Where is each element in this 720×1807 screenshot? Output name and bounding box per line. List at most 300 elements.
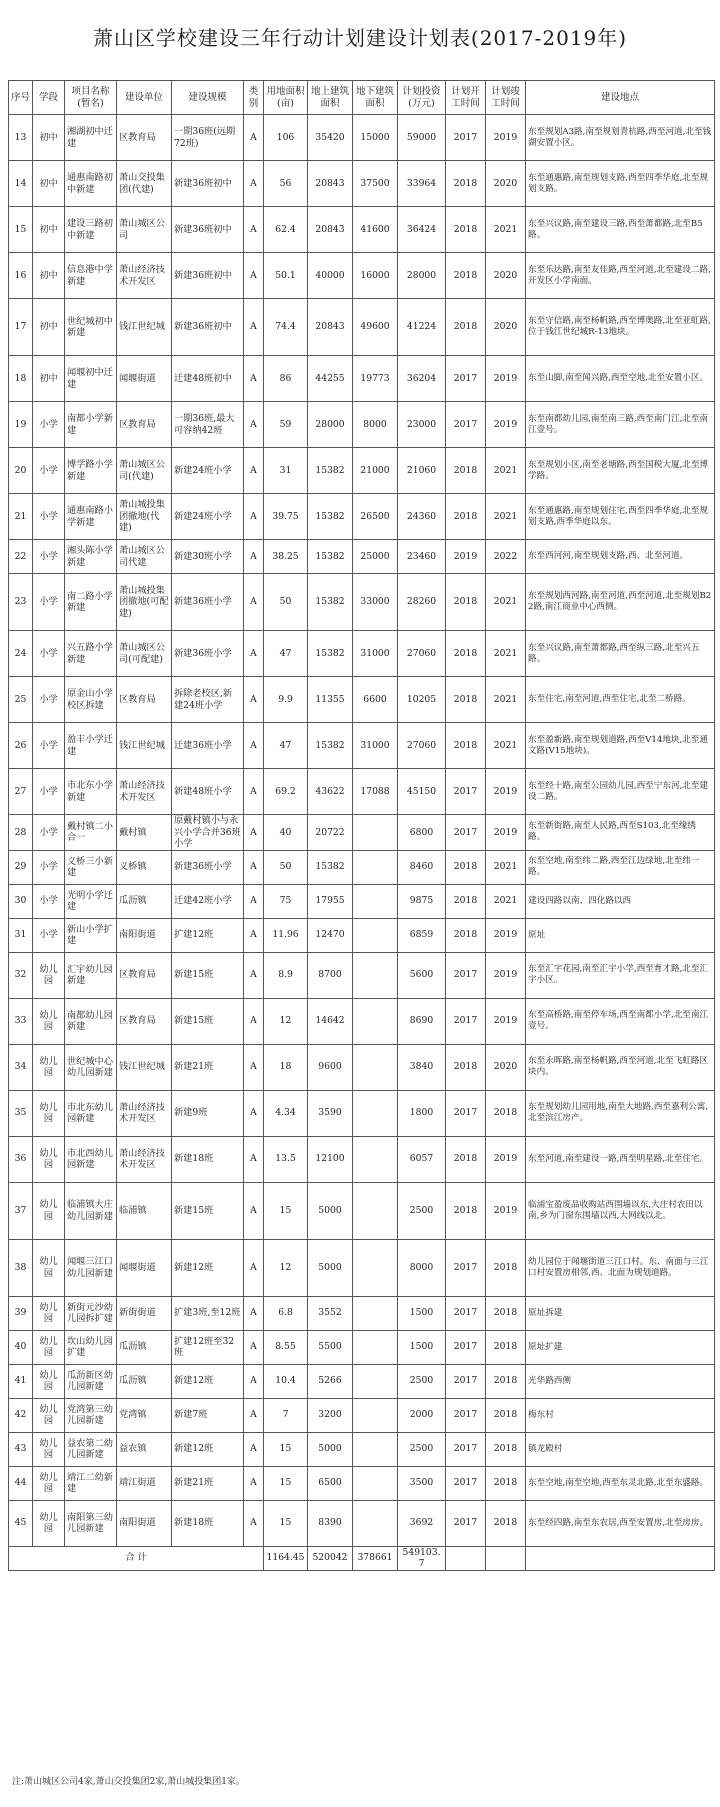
cell-location: 东至汇宇花园,南至汇宇小学,西至育才路,北至汇宇小区。 <box>526 952 715 998</box>
cell-end-year: 2022 <box>486 540 526 574</box>
cell-category: A <box>244 918 264 952</box>
cell-builder: 萧山城区公司(可配建) <box>117 631 172 677</box>
cell-above-area: 5000 <box>308 1432 353 1466</box>
cell-above-area: 17955 <box>308 884 353 918</box>
cell-below-area <box>353 1182 398 1239</box>
table-row <box>9 207 715 253</box>
cell-end-year: 2018 <box>486 1090 526 1136</box>
cell-below-area: 8000 <box>353 402 398 448</box>
table-row <box>9 115 715 161</box>
cell-location: 镇龙殿村 <box>526 1432 715 1466</box>
cell-land-area: 15 <box>264 1500 308 1546</box>
table-row <box>9 1330 715 1364</box>
cell-end-year: 2021 <box>486 494 526 540</box>
cell-stage: 小学 <box>33 540 65 574</box>
cell-seq: 35 <box>9 1090 33 1136</box>
cell-stage: 幼儿园 <box>33 1136 65 1182</box>
table-row <box>9 402 715 448</box>
cell-stage: 幼儿园 <box>33 1182 65 1239</box>
cell-land-area: 6.8 <box>264 1296 308 1330</box>
cell-investment: 6859 <box>398 918 446 952</box>
cell-below-area: 49600 <box>353 299 398 356</box>
col-header: 计划竣工时间 <box>486 81 526 115</box>
cell-scale: 新建30班小学 <box>172 540 244 574</box>
cell-above-area: 5000 <box>308 1239 353 1296</box>
cell-end-year: 2021 <box>486 850 526 884</box>
table-body <box>9 115 715 1547</box>
cell-seq: 23 <box>9 574 33 631</box>
cell-start-year: 2017 <box>446 1296 486 1330</box>
cell-investment: 36204 <box>398 356 446 402</box>
cell-scale: 新建36班初中 <box>172 207 244 253</box>
cell-below-area <box>353 918 398 952</box>
cell-end-year: 2018 <box>486 1432 526 1466</box>
cell-start-year: 2017 <box>446 115 486 161</box>
col-header: 计划投资(万元) <box>398 81 446 115</box>
cell-location: 东至经十路,南至公园幼儿园,西至宁东河,北至建设二路。 <box>526 769 715 815</box>
cell-below-area <box>353 850 398 884</box>
table-row <box>9 253 715 299</box>
cell-scale: 新建9班 <box>172 1090 244 1136</box>
cell-builder: 萧山经济技术开发区 <box>117 1090 172 1136</box>
cell-start-year: 2017 <box>446 769 486 815</box>
cell-category: A <box>244 1182 264 1239</box>
cell-builder: 萧山交投集团(代建) <box>117 161 172 207</box>
cell-below-area: 33000 <box>353 574 398 631</box>
total-row <box>9 1546 715 1570</box>
table-row <box>9 1398 715 1432</box>
cell-above-area: 15382 <box>308 850 353 884</box>
table-row <box>9 1136 715 1182</box>
cell-investment: 6800 <box>398 815 446 851</box>
cell-project-name: 原金山小学校区拆建 <box>65 677 117 723</box>
cell-scale: 新建15班 <box>172 952 244 998</box>
total-label: 合 计 <box>9 1546 264 1570</box>
cell-end-year: 2019 <box>486 952 526 998</box>
page-title: 萧山区学校建设三年行动计划建设计划表(2017-2019年) <box>92 26 628 50</box>
cell-seq: 28 <box>9 815 33 851</box>
cell-builder: 区教育局 <box>117 115 172 161</box>
cell-builder: 钱江世纪城 <box>117 723 172 769</box>
col-header: 地下建筑面积 <box>353 81 398 115</box>
plan-table <box>8 80 715 1571</box>
cell-end-year: 2020 <box>486 299 526 356</box>
cell-category: A <box>244 207 264 253</box>
cell-above-area: 20843 <box>308 299 353 356</box>
cell-stage: 初中 <box>33 115 65 161</box>
cell-above-area: 28000 <box>308 402 353 448</box>
cell-investment: 2500 <box>398 1364 446 1398</box>
cell-above-area: 44255 <box>308 356 353 402</box>
table-row <box>9 540 715 574</box>
cell-seq: 20 <box>9 448 33 494</box>
cell-project-name: 光明小学迁建 <box>65 884 117 918</box>
cell-category: A <box>244 1398 264 1432</box>
cell-above-area: 15382 <box>308 723 353 769</box>
cell-above-area: 11355 <box>308 677 353 723</box>
cell-category: A <box>244 631 264 677</box>
col-header: 建设规模 <box>172 81 244 115</box>
cell-end-year: 2021 <box>486 884 526 918</box>
col-header: 计划开工时间 <box>446 81 486 115</box>
cell-start-year: 2017 <box>446 1090 486 1136</box>
cell-start-year: 2019 <box>446 540 486 574</box>
cell-builder: 区教育局 <box>117 998 172 1044</box>
cell-above-area: 20843 <box>308 161 353 207</box>
cell-project-name: 南都小学新建 <box>65 402 117 448</box>
cell-scale: 扩建3班,至12班 <box>172 1296 244 1330</box>
cell-category: A <box>244 1364 264 1398</box>
cell-stage: 小学 <box>33 402 65 448</box>
cell-seq: 42 <box>9 1398 33 1432</box>
cell-builder: 瓜沥镇 <box>117 1364 172 1398</box>
cell-builder: 靖江街道 <box>117 1466 172 1500</box>
cell-category: A <box>244 1330 264 1364</box>
cell-above-area: 3590 <box>308 1090 353 1136</box>
cell-below-area <box>353 1466 398 1500</box>
cell-project-name: 汇宇幼儿园新建 <box>65 952 117 998</box>
cell-builder: 区教育局 <box>117 402 172 448</box>
cell-land-area: 13.5 <box>264 1136 308 1182</box>
table-row <box>9 1500 715 1546</box>
cell-end-year: 2021 <box>486 574 526 631</box>
cell-scale: 扩建12班 <box>172 918 244 952</box>
cell-builder: 闻堰街道 <box>117 356 172 402</box>
cell-end-year: 2019 <box>486 815 526 851</box>
cell-below-area: 25000 <box>353 540 398 574</box>
cell-location: 东至南都幼儿园,南至南三路,西至南门江,北至南江壹号。 <box>526 402 715 448</box>
total-empty <box>446 1546 486 1570</box>
cell-start-year: 2017 <box>446 1398 486 1432</box>
cell-seq: 24 <box>9 631 33 677</box>
cell-start-year: 2018 <box>446 207 486 253</box>
cell-category: A <box>244 850 264 884</box>
cell-project-name: 市北西幼儿园新建 <box>65 1136 117 1182</box>
cell-builder: 益农镇 <box>117 1432 172 1466</box>
col-header: 项目名称(暂名) <box>65 81 117 115</box>
cell-investment: 23000 <box>398 402 446 448</box>
cell-below-area: 26500 <box>353 494 398 540</box>
table-row <box>9 769 715 815</box>
cell-seq: 18 <box>9 356 33 402</box>
cell-investment: 1500 <box>398 1296 446 1330</box>
cell-stage: 幼儿园 <box>33 1330 65 1364</box>
cell-end-year: 2019 <box>486 998 526 1044</box>
cell-end-year: 2019 <box>486 1182 526 1239</box>
table-row <box>9 1090 715 1136</box>
cell-above-area: 9600 <box>308 1044 353 1090</box>
cell-land-area: 39.75 <box>264 494 308 540</box>
cell-scale: 一期36班,最大可容纳42班 <box>172 402 244 448</box>
cell-above-area: 15382 <box>308 540 353 574</box>
cell-below-area <box>353 1044 398 1090</box>
cell-project-name: 益农第二幼儿园新建 <box>65 1432 117 1466</box>
cell-scale: 扩建12班至32班 <box>172 1330 244 1364</box>
cell-stage: 初中 <box>33 299 65 356</box>
cell-stage: 幼儿园 <box>33 1296 65 1330</box>
cell-seq: 29 <box>9 850 33 884</box>
cell-below-area <box>353 1398 398 1432</box>
cell-stage: 小学 <box>33 815 65 851</box>
cell-category: A <box>244 574 264 631</box>
cell-land-area: 10.4 <box>264 1364 308 1398</box>
cell-land-area: 7 <box>264 1398 308 1432</box>
cell-above-area: 5000 <box>308 1182 353 1239</box>
cell-category: A <box>244 1044 264 1090</box>
cell-scale: 迁建36班小学 <box>172 723 244 769</box>
cell-scale: 新建36班小学 <box>172 631 244 677</box>
cell-start-year: 2018 <box>446 494 486 540</box>
cell-start-year: 2018 <box>446 1182 486 1239</box>
cell-scale: 一期36班(远期72班) <box>172 115 244 161</box>
col-header: 类别 <box>244 81 264 115</box>
cell-project-name: 靖江二幼新建 <box>65 1466 117 1500</box>
cell-seq: 38 <box>9 1239 33 1296</box>
cell-start-year: 2018 <box>446 723 486 769</box>
cell-category: A <box>244 677 264 723</box>
cell-investment: 6057 <box>398 1136 446 1182</box>
cell-stage: 幼儿园 <box>33 1466 65 1500</box>
cell-location: 东至空地,南至空地,西至东灵北路,北至东盛路。 <box>526 1466 715 1500</box>
cell-builder: 萧山经济技术开发区 <box>117 253 172 299</box>
cell-investment: 2500 <box>398 1432 446 1466</box>
cell-land-area: 106 <box>264 115 308 161</box>
cell-above-area: 15382 <box>308 631 353 677</box>
cell-category: A <box>244 1432 264 1466</box>
cell-project-name: 建设三路初中新建 <box>65 207 117 253</box>
cell-location: 东至盈新路,南至规划道路,西至V14地块,北至通文路(V15地块)。 <box>526 723 715 769</box>
cell-below-area <box>353 952 398 998</box>
cell-below-area <box>353 1090 398 1136</box>
cell-above-area: 15382 <box>308 448 353 494</box>
cell-project-name: 市北东幼儿园新建 <box>65 1090 117 1136</box>
cell-location: 东至兴议路,南至建设三路,西至萧都路,北至B5路。 <box>526 207 715 253</box>
cell-category: A <box>244 723 264 769</box>
cell-stage: 幼儿园 <box>33 1432 65 1466</box>
cell-seq: 31 <box>9 918 33 952</box>
cell-above-area: 8390 <box>308 1500 353 1546</box>
cell-start-year: 2018 <box>446 850 486 884</box>
cell-start-year: 2017 <box>446 998 486 1044</box>
cell-category: A <box>244 952 264 998</box>
cell-project-name: 南都幼儿园新建 <box>65 998 117 1044</box>
cell-category: A <box>244 998 264 1044</box>
cell-location: 东至通惠路,南至规划住宅,西至四季华庭,北至规划支路,西季华庭以东。 <box>526 494 715 540</box>
cell-above-area: 6500 <box>308 1466 353 1500</box>
cell-land-area: 59 <box>264 402 308 448</box>
cell-above-area: 40000 <box>308 253 353 299</box>
cell-end-year: 2020 <box>486 161 526 207</box>
col-header: 地上建筑面积 <box>308 81 353 115</box>
cell-investment: 21060 <box>398 448 446 494</box>
cell-start-year: 2018 <box>446 161 486 207</box>
cell-scale: 新建15班 <box>172 998 244 1044</box>
cell-project-name: 瓜沥新区幼儿园新建 <box>65 1364 117 1398</box>
cell-category: A <box>244 1090 264 1136</box>
cell-seq: 43 <box>9 1432 33 1466</box>
cell-investment: 45150 <box>398 769 446 815</box>
cell-scale: 新建18班 <box>172 1136 244 1182</box>
cell-land-area: 18 <box>264 1044 308 1090</box>
cell-land-area: 50 <box>264 850 308 884</box>
cell-below-area: 15000 <box>353 115 398 161</box>
cell-stage: 小学 <box>33 631 65 677</box>
cell-end-year: 2019 <box>486 769 526 815</box>
cell-stage: 幼儿园 <box>33 1364 65 1398</box>
cell-scale: 拆除老校区,新建24班小学 <box>172 677 244 723</box>
cell-investment: 41224 <box>398 299 446 356</box>
cell-end-year: 2019 <box>486 356 526 402</box>
cell-above-area: 3552 <box>308 1296 353 1330</box>
cell-project-name: 南阳第三幼儿园新建 <box>65 1500 117 1546</box>
cell-above-area: 12100 <box>308 1136 353 1182</box>
cell-builder: 南阳街道 <box>117 918 172 952</box>
cell-land-area: 15 <box>264 1432 308 1466</box>
cell-stage: 小学 <box>33 850 65 884</box>
cell-scale: 新建12班 <box>172 1432 244 1466</box>
cell-project-name: 湘湖初中迁建 <box>65 115 117 161</box>
cell-start-year: 2017 <box>446 815 486 851</box>
cell-end-year: 2018 <box>486 1296 526 1330</box>
cell-land-area: 50 <box>264 574 308 631</box>
cell-start-year: 2018 <box>446 918 486 952</box>
cell-start-year: 2017 <box>446 1432 486 1466</box>
cell-scale: 新建21班 <box>172 1466 244 1500</box>
cell-land-area: 56 <box>264 161 308 207</box>
cell-project-name: 闻堰初中迁建 <box>65 356 117 402</box>
total-below: 378661 <box>353 1546 398 1570</box>
cell-above-area: 5500 <box>308 1330 353 1364</box>
cell-start-year: 2017 <box>446 402 486 448</box>
cell-builder: 义桥镇 <box>117 850 172 884</box>
table-row <box>9 1296 715 1330</box>
total-empty <box>486 1546 526 1570</box>
cell-seq: 45 <box>9 1500 33 1546</box>
cell-land-area: 8.9 <box>264 952 308 998</box>
cell-land-area: 62.4 <box>264 207 308 253</box>
cell-project-name: 新山小学扩建 <box>65 918 117 952</box>
cell-category: A <box>244 1466 264 1500</box>
cell-location: 原址扩建 <box>526 1330 715 1364</box>
cell-end-year: 2018 <box>486 1466 526 1500</box>
cell-project-name: 党湾第三幼儿园新建 <box>65 1398 117 1432</box>
cell-start-year: 2017 <box>446 1500 486 1546</box>
cell-investment: 28000 <box>398 253 446 299</box>
cell-below-area: 6600 <box>353 677 398 723</box>
cell-project-name: 盈丰小学迁建 <box>65 723 117 769</box>
table-row <box>9 631 715 677</box>
footnote: 注:萧山城区公司4家,萧山交投集团2家,萧山城投集团1家。 <box>12 1777 245 1787</box>
cell-investment: 24360 <box>398 494 446 540</box>
cell-category: A <box>244 115 264 161</box>
cell-start-year: 2018 <box>446 1136 486 1182</box>
cell-location: 梅东村 <box>526 1398 715 1432</box>
cell-builder: 南阳街道 <box>117 1500 172 1546</box>
table-row <box>9 1466 715 1500</box>
cell-seq: 32 <box>9 952 33 998</box>
col-header: 序号 <box>9 81 33 115</box>
cell-seq: 40 <box>9 1330 33 1364</box>
cell-below-area: 31000 <box>353 631 398 677</box>
cell-below-area <box>353 1500 398 1546</box>
cell-builder: 萧山经济技术开发区 <box>117 1136 172 1182</box>
cell-builder: 萧山城投集团撤地(代建) <box>117 494 172 540</box>
table-row <box>9 1239 715 1296</box>
cell-investment: 9875 <box>398 884 446 918</box>
cell-project-name: 市北东小学新建 <box>65 769 117 815</box>
cell-builder: 萧山经济技术开发区 <box>117 769 172 815</box>
cell-above-area: 14642 <box>308 998 353 1044</box>
cell-location: 临浦宝盈废品收购站西围墙以东,大庄村农田以南,乡为门窗东围墙以西,大网线以北。 <box>526 1182 715 1239</box>
cell-investment: 33964 <box>398 161 446 207</box>
total-empty <box>526 1546 715 1570</box>
cell-investment: 28260 <box>398 574 446 631</box>
cell-seq: 27 <box>9 769 33 815</box>
table-row <box>9 884 715 918</box>
cell-builder: 萧山城区公司(代建) <box>117 448 172 494</box>
cell-land-area: 47 <box>264 631 308 677</box>
cell-builder: 钱江世纪城 <box>117 299 172 356</box>
cell-seq: 22 <box>9 540 33 574</box>
cell-land-area: 31 <box>264 448 308 494</box>
col-header: 建设单位 <box>117 81 172 115</box>
cell-above-area: 20843 <box>308 207 353 253</box>
cell-stage: 小学 <box>33 574 65 631</box>
cell-location: 幼儿园位于闻堰街道三江口村。东、南面与三江口村安置房相邻,西、北面为规划道路。 <box>526 1239 715 1296</box>
cell-scale: 新建36班小学 <box>172 574 244 631</box>
cell-project-name: 通惠南路初中新建 <box>65 161 117 207</box>
cell-builder: 闻堰街道 <box>117 1239 172 1296</box>
cell-scale: 新建36班初中 <box>172 161 244 207</box>
cell-category: A <box>244 161 264 207</box>
cell-stage: 幼儿园 <box>33 1044 65 1090</box>
cell-land-area: 11.96 <box>264 918 308 952</box>
cell-category: A <box>244 299 264 356</box>
cell-builder: 瓜沥镇 <box>117 884 172 918</box>
cell-location: 东至山脚,南至闻兴路,西至空地,北至安置小区。 <box>526 356 715 402</box>
cell-location: 东至高桥路,南至停车场,西至南都小学,北至南江壹号。 <box>526 998 715 1044</box>
cell-project-name: 闻堰三江口幼儿园新建 <box>65 1239 117 1296</box>
cell-below-area: 17088 <box>353 769 398 815</box>
cell-above-area: 43622 <box>308 769 353 815</box>
header-row <box>9 81 715 115</box>
cell-stage: 幼儿园 <box>33 1090 65 1136</box>
cell-category: A <box>244 1296 264 1330</box>
cell-builder: 临浦镇 <box>117 1182 172 1239</box>
cell-seq: 39 <box>9 1296 33 1330</box>
cell-below-area <box>353 1432 398 1466</box>
cell-seq: 37 <box>9 1182 33 1239</box>
cell-end-year: 2018 <box>486 1330 526 1364</box>
cell-builder: 党湾镇 <box>117 1398 172 1432</box>
cell-project-name: 信息港中学新建 <box>65 253 117 299</box>
cell-location: 建设四路以南、四化路以西 <box>526 884 715 918</box>
cell-scale: 原戴村镇小与永兴小学合并36班小学 <box>172 815 244 851</box>
cell-scale: 新建21班 <box>172 1044 244 1090</box>
cell-investment: 27060 <box>398 631 446 677</box>
cell-stage: 幼儿园 <box>33 1500 65 1546</box>
cell-seq: 21 <box>9 494 33 540</box>
cell-location: 东至守信路,南至杨帆路,西至博奥路,北至亚虹路,位于钱江世纪城R-13地块。 <box>526 299 715 356</box>
cell-stage: 幼儿园 <box>33 1398 65 1432</box>
cell-category: A <box>244 815 264 851</box>
cell-location: 东至兴议路,南至萧都路,西至纵三路,北至兴五路。 <box>526 631 715 677</box>
table-row <box>9 677 715 723</box>
cell-above-area: 20722 <box>308 815 353 851</box>
cell-start-year: 2018 <box>446 1044 486 1090</box>
cell-land-area: 15 <box>264 1466 308 1500</box>
cell-builder: 萧山城区公司 <box>117 207 172 253</box>
